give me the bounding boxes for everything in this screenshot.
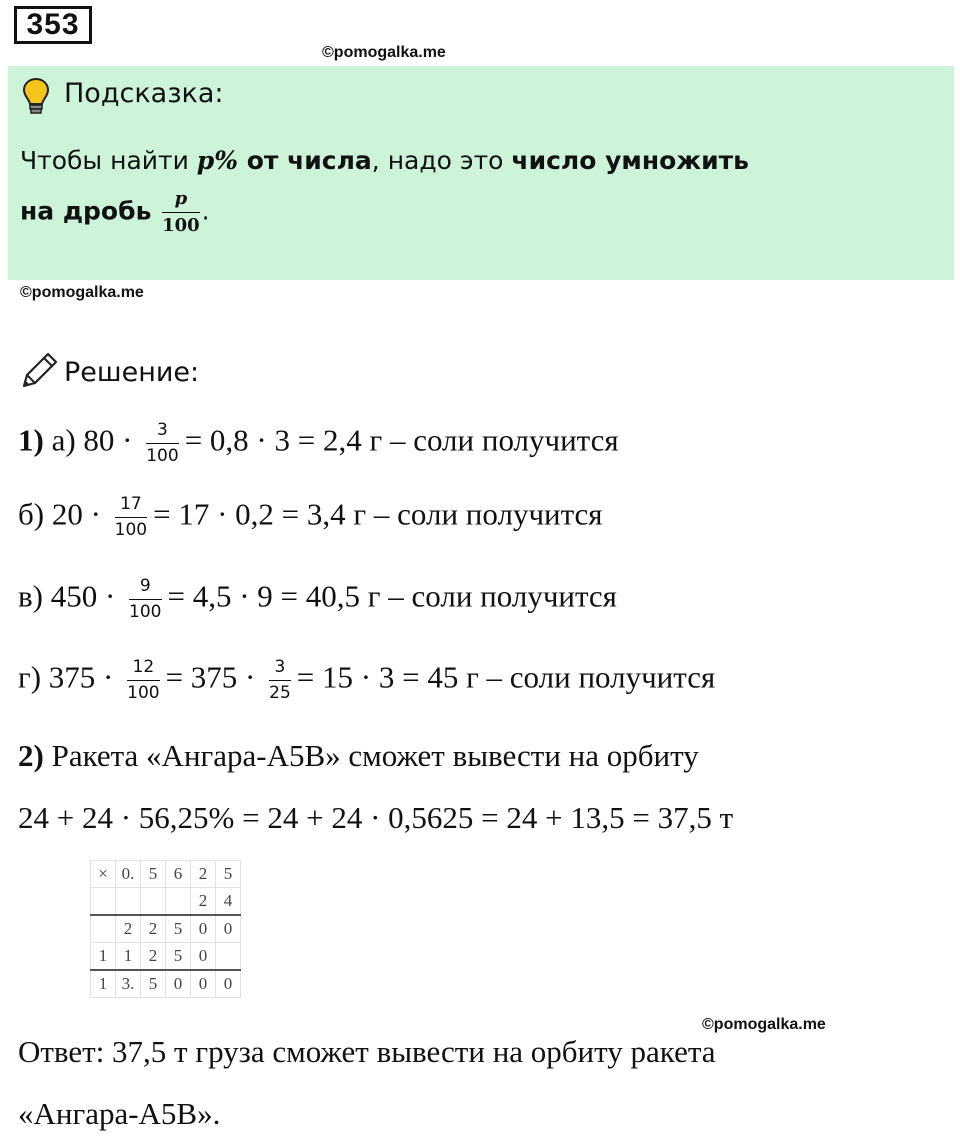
solution-title: Решение: (64, 357, 200, 388)
fraction-denominator: 100 (129, 602, 162, 622)
calc-cell: 3. (116, 970, 141, 998)
calc-cell: 2 (116, 915, 141, 943)
calc-cell: 0 (191, 943, 216, 971)
part-label: 1) (18, 422, 44, 458)
solution-line-1a (18, 420, 619, 467)
calc-cell: 5 (166, 943, 191, 971)
watermark-mid: ©pomogalka.me (20, 284, 144, 301)
calc-cell (141, 888, 166, 916)
calc-cell: 6 (166, 861, 191, 888)
fraction (127, 657, 159, 704)
hint-line-2 (20, 188, 210, 237)
calc-cell (216, 943, 241, 971)
hint-multiply: число умножить (511, 146, 749, 175)
expression: = 4,5 · 9 = 40,5 г – соли получится (167, 578, 617, 614)
fraction-denominator: 100 (162, 215, 200, 236)
calc-cell: 0 (191, 915, 216, 943)
fraction-denominator: 100 (114, 520, 148, 540)
calc-row (91, 943, 241, 971)
fraction-numerator: 9 (129, 576, 161, 600)
calc-cell: 5 (141, 861, 166, 888)
calc-cell (166, 888, 191, 916)
expression: = 17 · 0,2 = 3,4 г – соли получится (153, 496, 603, 532)
calc-cell: × (91, 861, 116, 888)
expression: а) 80 · (43, 422, 141, 458)
hint-p-percent: p% (196, 146, 239, 175)
calc-cell: 0. (116, 861, 141, 888)
hint-text-part: Чтобы найти (20, 146, 197, 175)
calc-row (91, 888, 241, 916)
calc-cell: 2 (141, 943, 166, 971)
solution-line-2 (18, 738, 699, 774)
calc-cell: 2 (191, 888, 216, 916)
watermark-bottom: ©pomogalka.me (702, 1016, 826, 1033)
fraction-denominator: 100 (127, 683, 160, 703)
calc-cell: 5 (166, 915, 191, 943)
fraction-denominator: 25 (269, 683, 291, 703)
hint-box (8, 66, 954, 280)
fraction-numerator: 3 (269, 657, 291, 681)
calc-cell: 1 (91, 970, 116, 998)
fraction-denominator: 100 (146, 446, 179, 466)
expression: = 375 · (165, 659, 264, 695)
calc-cell (116, 888, 141, 916)
calc-cell: 0 (166, 970, 191, 998)
calc-row (91, 970, 241, 998)
solution-calc-line: 24 + 24 · 56,25% = 24 + 24 · 0,5625 = 24 + 13,5 = 37,5 т (18, 800, 734, 835)
expression: Ракета «Ангара-А5В» сможет вывести на орбиту (43, 738, 699, 773)
calc-cell: 2 (141, 915, 166, 943)
fraction (269, 657, 291, 704)
calc-cell: 4 (216, 888, 241, 916)
hint-text-part: , надо это (371, 146, 512, 175)
fraction (146, 420, 178, 467)
fraction (115, 494, 147, 541)
calc-cell: 1 (116, 943, 141, 971)
calc-cell (91, 888, 116, 916)
watermark-top: ©pomogalka.me (322, 44, 446, 61)
calc-cell (91, 915, 116, 943)
fraction (129, 576, 161, 623)
hint-fraction (162, 188, 200, 237)
calc-cell: 5 (141, 970, 166, 998)
calc-cell: 2 (191, 861, 216, 888)
hint-of-number: от числа (238, 146, 372, 175)
expression: = 15 · 3 = 45 г – соли получится (296, 659, 716, 695)
calc-cell: 0 (216, 915, 241, 943)
hint-title: Подсказка: (64, 78, 224, 109)
calc-cell: 1 (91, 943, 116, 971)
problem-number: 353 (14, 6, 92, 44)
multiplication-table (90, 860, 241, 998)
fraction-numerator: 17 (115, 494, 147, 518)
hint-text-part: . (201, 196, 210, 226)
expression: б) 20 · (18, 496, 109, 532)
calc-row (91, 861, 241, 888)
fraction-numerator: p (162, 188, 200, 213)
answer-line-1: Ответ: 37,5 т груза сможет вывести на орбиту ракета (18, 1034, 716, 1069)
answer-line-2: «Ангара-А5В». (18, 1096, 221, 1131)
part-label: 2) (18, 738, 44, 773)
fraction-numerator: 12 (127, 657, 159, 681)
solution-line-1b (18, 494, 603, 541)
hint-text-part: на дробь (20, 196, 161, 226)
calc-cell: 5 (216, 861, 241, 888)
fraction-numerator: 3 (146, 420, 178, 444)
expression: в) 450 · (18, 578, 124, 614)
expression: г) 375 · (18, 659, 122, 695)
solution-line-1g (18, 657, 715, 704)
solution-line-1v (18, 576, 617, 623)
hint-line-1 (20, 146, 749, 175)
calc-cell: 0 (216, 970, 241, 998)
expression: = 0,8 · 3 = 2,4 г – соли получится (184, 422, 619, 458)
lightbulb-icon (20, 76, 52, 121)
pencil-icon (18, 350, 60, 397)
calc-cell: 0 (191, 970, 216, 998)
calc-row (91, 915, 241, 943)
